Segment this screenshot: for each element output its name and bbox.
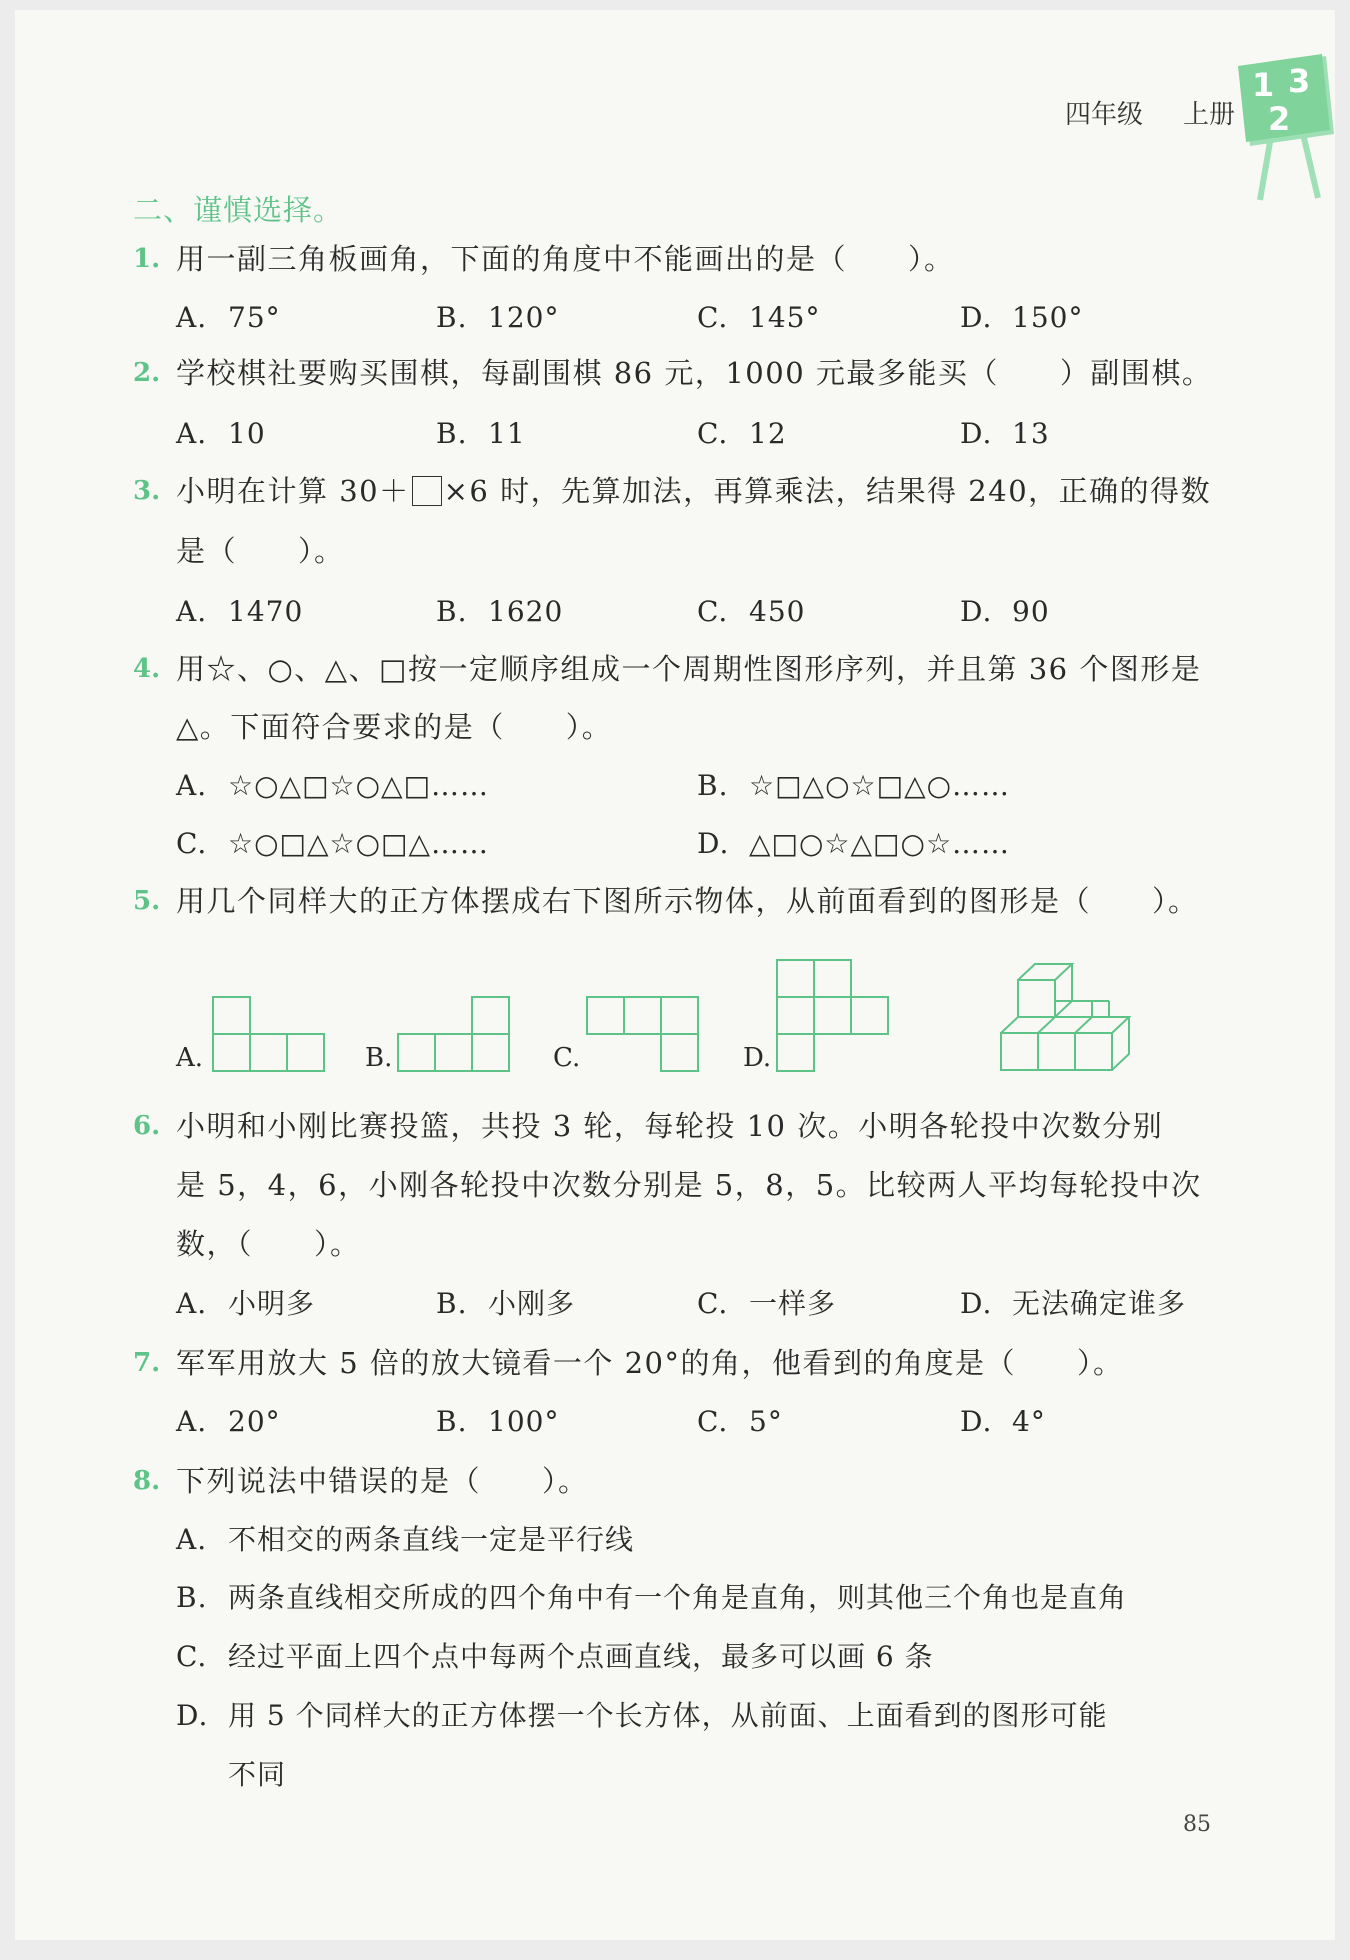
question-text: 是 5，4，6，小刚各轮投中次数分别是 5，8，5。比较两人平均每轮投中次 bbox=[176, 1168, 1202, 1202]
option: C. 450 bbox=[697, 595, 806, 628]
question-text: 是（ ）。 bbox=[176, 534, 345, 568]
cube-stack-figure bbox=[1001, 964, 1129, 1070]
question-text: 小明在计算 30＋ ×6 时，先算加法，再算乘法，结果得 240，正确的得数 bbox=[176, 474, 1212, 508]
figure-label: D. bbox=[743, 1043, 772, 1073]
option: C. 经过平面上四个点中每两个点画直线，最多可以画 6 条 bbox=[176, 1640, 934, 1673]
question-number: 1. bbox=[133, 244, 161, 274]
badge-digit: 2 bbox=[1268, 100, 1291, 138]
option: A. 1470 bbox=[176, 595, 304, 628]
question-number: 6. bbox=[133, 1111, 161, 1141]
question-number: 4. bbox=[133, 654, 161, 684]
question-text: △。下面符合要求的是（ ）。 bbox=[176, 710, 613, 744]
question-text: 用一副三角板画角，下面的角度中不能画出的是（ ）。 bbox=[176, 242, 955, 276]
option: A. 75° bbox=[176, 301, 281, 334]
option: C. ☆○□△☆○□△…… bbox=[176, 827, 490, 860]
option: C. 12 bbox=[697, 417, 787, 450]
question-text: 数，（ ）。 bbox=[176, 1227, 361, 1261]
option: D. △□○☆△□○☆…… bbox=[697, 827, 1011, 860]
question-text: 用几个同样大的正方体摆成右下图所示物体，从前面看到的图形是（ ）。 bbox=[176, 884, 1199, 918]
question-text: 军军用放大 5 倍的放大镜看一个 20°的角，他看到的角度是（ ）。 bbox=[176, 1346, 1124, 1380]
page-number: 85 bbox=[1183, 1812, 1211, 1837]
question-text: 下列说法中错误的是（ ）。 bbox=[176, 1464, 589, 1498]
option-b-view-figure bbox=[398, 997, 509, 1071]
option: A. ☆○△□☆○△□…… bbox=[176, 769, 490, 802]
question-text: 学校棋社要购买围棋，每副围棋 86 元，1000 元最多能买（ ）副围棋。 bbox=[176, 356, 1213, 390]
option: D. 无法确定谁多 bbox=[960, 1287, 1187, 1320]
option-continuation: 不同 bbox=[228, 1758, 287, 1791]
option-d-view-figure bbox=[777, 960, 888, 1071]
option: A. 小明多 bbox=[176, 1287, 316, 1320]
option: A. 20° bbox=[176, 1405, 281, 1438]
option: B. 两条直线相交所成的四个角中有一个角是直角，则其他三个角也是直角 bbox=[176, 1581, 1128, 1614]
badge-digit: 1 bbox=[1252, 66, 1275, 104]
option: A. 不相交的两条直线一定是平行线 bbox=[176, 1523, 635, 1556]
option: D. 13 bbox=[960, 417, 1050, 450]
option: B. 小刚多 bbox=[436, 1287, 576, 1320]
option: B. 1620 bbox=[436, 595, 564, 628]
option: C. 145° bbox=[697, 301, 821, 334]
option: D. 150° bbox=[960, 301, 1084, 334]
option-c-view-figure bbox=[587, 997, 698, 1071]
figure-label: A. bbox=[176, 1043, 204, 1073]
option-a-view-figure bbox=[213, 997, 324, 1071]
grade-label: 四年级 bbox=[1065, 100, 1144, 130]
question-number: 7. bbox=[133, 1348, 161, 1378]
option: D. 用 5 个同样大的正方体摆一个长方体，从前面、上面看到的图形可能 bbox=[176, 1699, 1108, 1732]
question-text: 用☆、○、△、□按一定顺序组成一个周期性图形序列，并且第 36 个图形是 bbox=[176, 652, 1202, 686]
question-number: 5. bbox=[133, 886, 161, 916]
view-figures bbox=[15, 935, 1335, 1085]
option: D. 4° bbox=[960, 1405, 1046, 1438]
blank-box bbox=[412, 476, 442, 506]
workbook-page bbox=[15, 10, 1335, 1940]
figure-label: C. bbox=[553, 1043, 581, 1073]
option: B. ☆□△○☆□△○…… bbox=[697, 769, 1011, 802]
option: B. 11 bbox=[436, 417, 526, 450]
question-number: 8. bbox=[133, 1466, 161, 1496]
figure-label: B. bbox=[365, 1043, 393, 1073]
option: D. 90 bbox=[960, 595, 1050, 628]
volume-label: 上册 bbox=[1183, 100, 1236, 130]
option: C. 5° bbox=[697, 1405, 783, 1438]
question-number: 2. bbox=[133, 358, 161, 388]
option: C. 一样多 bbox=[697, 1287, 837, 1320]
option: B. 120° bbox=[436, 301, 560, 334]
chapter-badge-icon bbox=[1230, 50, 1340, 210]
question-text: 小明和小刚比赛投篮，共投 3 轮，每轮投 10 次。小明各轮投中次数分别 bbox=[176, 1109, 1164, 1143]
section-title: 二、谨慎选择。 bbox=[133, 193, 344, 227]
option: B. 100° bbox=[436, 1405, 560, 1438]
question-number: 3. bbox=[133, 476, 161, 506]
badge-digit: 3 bbox=[1288, 62, 1311, 100]
option: A. 10 bbox=[176, 417, 266, 450]
